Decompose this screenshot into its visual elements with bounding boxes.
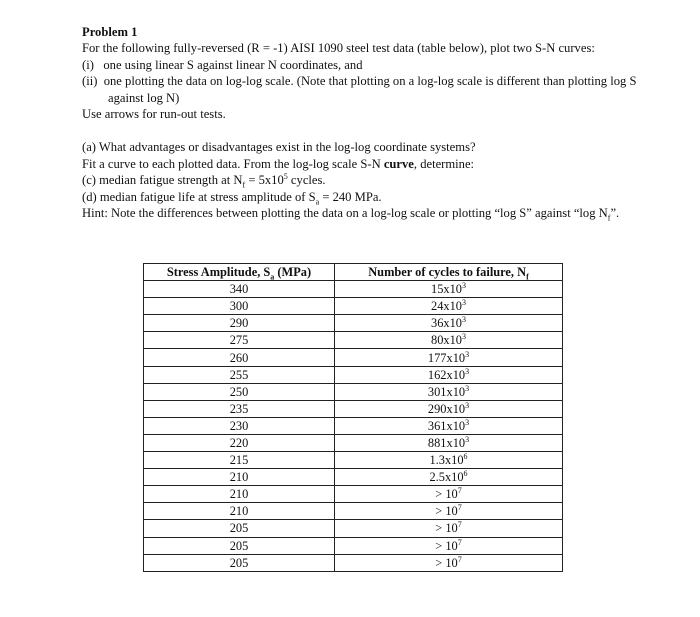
stress-amplitude-cell: 340 <box>144 281 335 298</box>
cycles-cell: $290x10^3$ <box>335 400 563 417</box>
question-d-subscript: a <box>315 197 320 207</box>
cycles-cell: $36x10^3$ <box>335 315 563 332</box>
cycles-cell: $301x10^3$ <box>335 383 563 400</box>
question-d-text: (d) median fatigue life at stress amplitude of S <box>82 189 316 204</box>
fit-bold-word: curve <box>383 156 414 171</box>
stress-amplitude-cell: 210 <box>144 503 335 520</box>
fit-text-end: , determine: <box>413 156 475 171</box>
question-c-exponent: 5 <box>283 172 288 182</box>
cycles-cell: $881x10^3$ <box>335 434 563 451</box>
stress-amplitude-cell: 300 <box>144 298 335 315</box>
header-stress-amplitude: Stress Amplitude, $S_a$ (MPa) <box>144 264 335 281</box>
table-row <box>144 383 563 400</box>
cycles-cell: $80x10^3$ <box>335 332 563 349</box>
hint <box>82 205 642 221</box>
problem-intro: For the following fully-reversed (R = -1) AISI 1090 steel test data (table below), plot two S-N curves: <box>82 41 595 56</box>
hint-text: Hint: Note the differences between plotting the data on a log-log scale or plotting “log S” against “log N <box>82 206 608 221</box>
cycles-cell: > $10^7$ <box>335 486 563 503</box>
table-row <box>144 315 563 332</box>
hint-subscript: f <box>607 213 611 223</box>
item-i-number: (i) <box>82 57 94 72</box>
stress-amplitude-cell: 275 <box>144 332 335 349</box>
header-cycles-to-failure: Number of cycles to failure, $N_f$ <box>335 264 563 281</box>
table-row <box>144 298 563 315</box>
item-ii <box>82 73 642 106</box>
table-header-row <box>144 264 563 281</box>
stress-amplitude-cell: 205 <box>144 537 335 554</box>
question-a: (a) What advantages or disadvantages exist in the log-log coordinate systems? <box>82 140 476 155</box>
table-row <box>144 332 563 349</box>
problem-title: Problem 1 <box>82 25 138 39</box>
table-row <box>144 486 563 503</box>
stress-amplitude-cell: 260 <box>144 349 335 366</box>
table-row <box>144 503 563 520</box>
table-row <box>144 554 563 571</box>
stress-amplitude-cell: 220 <box>144 434 335 451</box>
stress-amplitude-cell: 210 <box>144 469 335 486</box>
stress-amplitude-cell: 255 <box>144 366 335 383</box>
fit-instruction <box>82 156 642 172</box>
hint-end: ”. <box>610 206 620 221</box>
question-d <box>82 189 642 205</box>
table-row <box>144 452 563 469</box>
problem-text <box>82 24 642 221</box>
fatigue-data-table <box>143 263 563 572</box>
stress-amplitude-cell: 210 <box>144 486 335 503</box>
table-row <box>144 281 563 298</box>
stress-amplitude-cell: 250 <box>144 383 335 400</box>
stress-amplitude-cell: 205 <box>144 520 335 537</box>
runout-note: Use arrows for run-out tests. <box>82 107 226 122</box>
table-row <box>144 520 563 537</box>
cycles-cell: $361x10^3$ <box>335 417 563 434</box>
stress-amplitude-cell: 205 <box>144 554 335 571</box>
cycles-cell: $162x10^3$ <box>335 366 563 383</box>
stress-amplitude-cell: 230 <box>144 417 335 434</box>
question-c-end: cycles. <box>287 173 326 188</box>
item-ii-text: one plotting the data on log-log scale. (Note that plotting on a log-log scale is different than plotting log S against log N) <box>103 74 637 105</box>
cycles-cell: $2.5x10^6$ <box>335 469 563 486</box>
item-ii-number: (ii) <box>82 74 98 89</box>
cycles-cell: > $10^7$ <box>335 537 563 554</box>
table-row <box>144 469 563 486</box>
question-c-value: = 5x10 <box>245 173 284 188</box>
fit-text-start: Fit a curve to each plotted data. From the log-log scale S-N <box>82 156 384 171</box>
stress-amplitude-cell: 290 <box>144 315 335 332</box>
table-row <box>144 366 563 383</box>
table-row <box>144 434 563 451</box>
cycles-cell: $24x10^3$ <box>335 298 563 315</box>
question-c <box>82 172 642 188</box>
cycles-cell: > $10^7$ <box>335 554 563 571</box>
cycles-cell: > $10^7$ <box>335 503 563 520</box>
question-c-text: (c) median fatigue strength at N <box>82 173 243 188</box>
question-d-end: = 240 MPa. <box>319 189 382 204</box>
table-row <box>144 417 563 434</box>
cycles-cell: $177x10^3$ <box>335 349 563 366</box>
stress-amplitude-cell: 215 <box>144 452 335 469</box>
cycles-cell: $15x10^3$ <box>335 281 563 298</box>
stress-amplitude-cell: 235 <box>144 400 335 417</box>
question-c-subscript: f <box>242 180 246 190</box>
cycles-cell: > $10^7$ <box>335 520 563 537</box>
item-i-text: one using linear S against linear N coordinates, and <box>103 57 363 72</box>
cycles-cell: $1.3x10^6$ <box>335 452 563 469</box>
table-row <box>144 537 563 554</box>
item-i <box>82 57 642 73</box>
table-row <box>144 400 563 417</box>
table-row <box>144 349 563 366</box>
